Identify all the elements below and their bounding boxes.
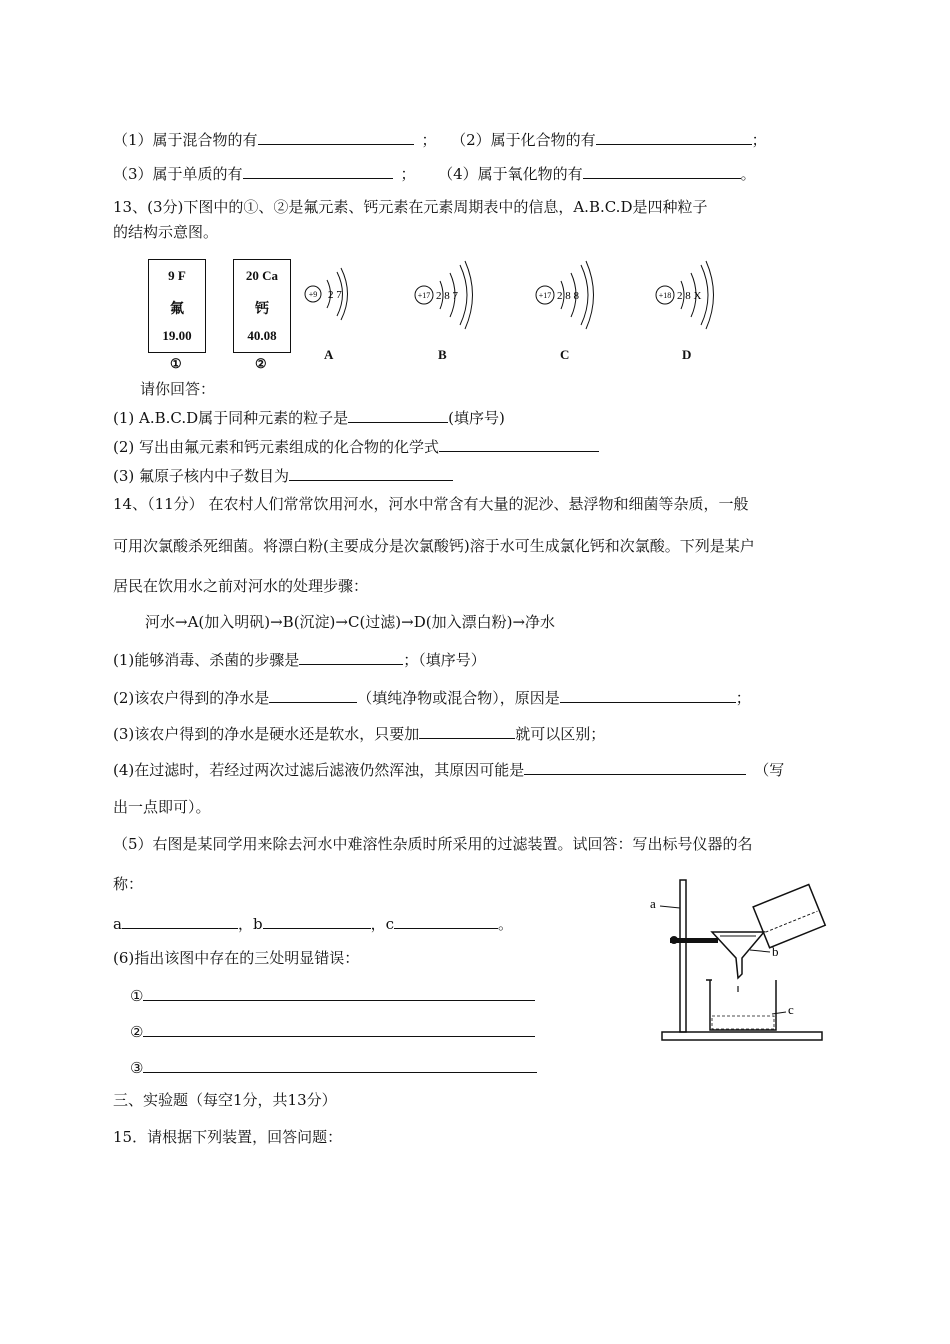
q14-stem2: 可用次氯酸杀死细菌。将漂白粉(主要成分是次氯酸钙)溶于水可生成氯化钙和次氯酸。下列是某户 <box>113 537 755 555</box>
filtrate <box>712 1016 774 1029</box>
q13-sub3: (3) 氟原子核内中子数目为 <box>113 464 453 486</box>
particle-label-a: A <box>324 347 334 362</box>
electron-counts: 2 7 <box>328 289 342 301</box>
particle-diagram-d <box>653 255 728 335</box>
q14-sub6: (6)指出该图中存在的三处明显错误： <box>113 949 360 967</box>
q14-stem1: 14、（11分） 在农村人们常常饮用河水，河水中常含有大量的泥沙、悬浮物和细菌等杂质，一般 <box>113 495 749 513</box>
stand-base <box>662 1032 822 1040</box>
fig-label-c: c <box>788 1002 794 1017</box>
particle-label-c: C <box>560 347 570 362</box>
particle-diagram-a <box>300 258 370 338</box>
pouring-liquid <box>765 911 817 932</box>
q12-blank-element[interactable] <box>243 162 393 179</box>
pouring-beaker <box>753 884 825 947</box>
particle-diagram-b <box>410 255 485 335</box>
q12-blank-mixture[interactable] <box>258 128 414 145</box>
q14-sub2: (2)该农户得到的净水是 （填纯净物或混合物），原因是 ； <box>113 686 751 708</box>
clamp-knob <box>670 936 678 944</box>
fluorine-mark: ① <box>170 356 182 371</box>
particle-label-b: B <box>438 347 447 362</box>
nucleus-charge: +17 <box>417 291 431 300</box>
label-c-leader <box>772 1012 786 1014</box>
label-b-leader <box>750 950 770 952</box>
q14-blank-reason[interactable] <box>560 686 736 703</box>
electron-counts: 2 8 8 <box>557 290 579 302</box>
q13-sub1: (1) A.B.C.D属于同种元素的粒子是 (填序号) <box>113 406 505 428</box>
q14-error1: ① <box>130 984 535 1006</box>
q14-blank-instrument-c[interactable] <box>394 912 498 929</box>
q12-line2: （3）属于单质的有 ； （4）属于氧化物的有 。 <box>113 162 756 184</box>
q14-error3: ③ <box>130 1056 537 1078</box>
q13-stem1: 13、(3分)下图中的①、②是氟元素、钙元素在元素周期表中的信息，A.B.C.D是四种粒子 <box>113 198 708 216</box>
nucleus-charge: +9 <box>308 290 318 299</box>
q13-blank-formula[interactable] <box>439 435 599 452</box>
particle-diagram-c <box>533 255 608 335</box>
calcium-name: 钙 <box>255 302 269 317</box>
section3-title: 三、实验题（每空1分，共13分） <box>113 1091 337 1109</box>
q14-blank-instrument-b[interactable] <box>263 912 371 929</box>
particle-label-d: D <box>682 347 692 362</box>
q14-sub5-cont: 称： <box>113 875 144 893</box>
q12-blank-compound[interactable] <box>596 128 752 145</box>
electron-counts: 2 8 X <box>677 290 702 302</box>
electron-counts: 2 8 7 <box>436 290 458 302</box>
q14-instrument-names: a ，b ，c 。 <box>113 912 513 934</box>
shell-arc <box>341 268 348 320</box>
q14-process: 河水→A(加入明矾)→B(沉淀)→C(过滤)→D(加入漂白粉)→净水 <box>145 613 556 631</box>
fluorine-name: 氟 <box>170 302 184 317</box>
nucleus-charge: +18 <box>658 291 672 300</box>
label-a-leader <box>660 906 680 908</box>
q14-sub5: （5）右图是某同学用来除去河水中难溶性杂质时所采用的过滤装置。试回答：写出标号仪器的名 <box>113 835 753 853</box>
q13-prompt: 请你回答： <box>140 380 216 398</box>
q14-blank-water-type[interactable] <box>269 686 357 703</box>
nucleus-charge: +17 <box>538 291 552 300</box>
fluorine-number-symbol: 9 F <box>168 268 186 283</box>
fig-label-a: a <box>650 896 656 911</box>
q14-sub1: (1)能够消毒、杀菌的步骤是 ；（填序号） <box>113 648 486 670</box>
shell-arc <box>465 261 473 329</box>
q14-blank-error2[interactable] <box>143 1020 535 1037</box>
funnel <box>712 932 764 978</box>
q13-blank-neutrons[interactable] <box>289 464 453 481</box>
fluorine-element-box <box>148 259 206 353</box>
fig-label-b: b <box>772 944 779 959</box>
calcium-number-symbol: 20 Ca <box>245 268 279 283</box>
q14-error2: ② <box>130 1020 535 1042</box>
q14-sub4: (4)在过滤时，若经过两次过滤后滤液仍然浑浊，其原因可能是 （写 <box>113 758 784 780</box>
q12-blank-oxide[interactable] <box>583 162 741 179</box>
calcium-mark: ② <box>255 356 267 371</box>
q14-sub4-cont: 出一点即可）。 <box>113 798 211 816</box>
shell-arc <box>581 265 588 325</box>
q14-blank-error1[interactable] <box>143 984 535 1001</box>
q13-stem2: 的结构示意图。 <box>113 223 219 241</box>
shell-arc <box>460 265 467 325</box>
q14-stem3: 居民在饮用水之前对河水的处理步骤： <box>113 577 369 595</box>
calcium-element-box <box>233 259 291 353</box>
filtration-apparatus-figure <box>646 872 836 1052</box>
receiving-beaker <box>710 980 776 1030</box>
shell-arc <box>701 265 708 325</box>
fluorine-mass: 19.00 <box>162 328 192 343</box>
q14-blank-reagent[interactable] <box>419 722 515 739</box>
stand-rod <box>680 880 686 1032</box>
calcium-mass: 40.08 <box>247 328 277 343</box>
q13-blank-same-element[interactable] <box>348 406 448 423</box>
q15-stem: 15．请根据下列装置，回答问题： <box>113 1128 343 1146</box>
shell-arc <box>706 261 714 329</box>
q14-sub3: (3)该农户得到的净水是硬水还是软水，只要加 就可以区别； <box>113 722 605 744</box>
shell-arc <box>586 261 594 329</box>
q13-sub2: (2) 写出由氟元素和钙元素组成的化合物的化学式 <box>113 435 599 457</box>
q14-blank-disinfect-step[interactable] <box>299 648 403 665</box>
q14-blank-instrument-a[interactable] <box>122 912 238 929</box>
q14-blank-turbid-reason[interactable] <box>524 758 746 775</box>
q12-line1: （1）属于混合物的有 ； （2）属于化合物的有 ； <box>113 128 767 150</box>
q14-blank-error3[interactable] <box>143 1056 537 1073</box>
